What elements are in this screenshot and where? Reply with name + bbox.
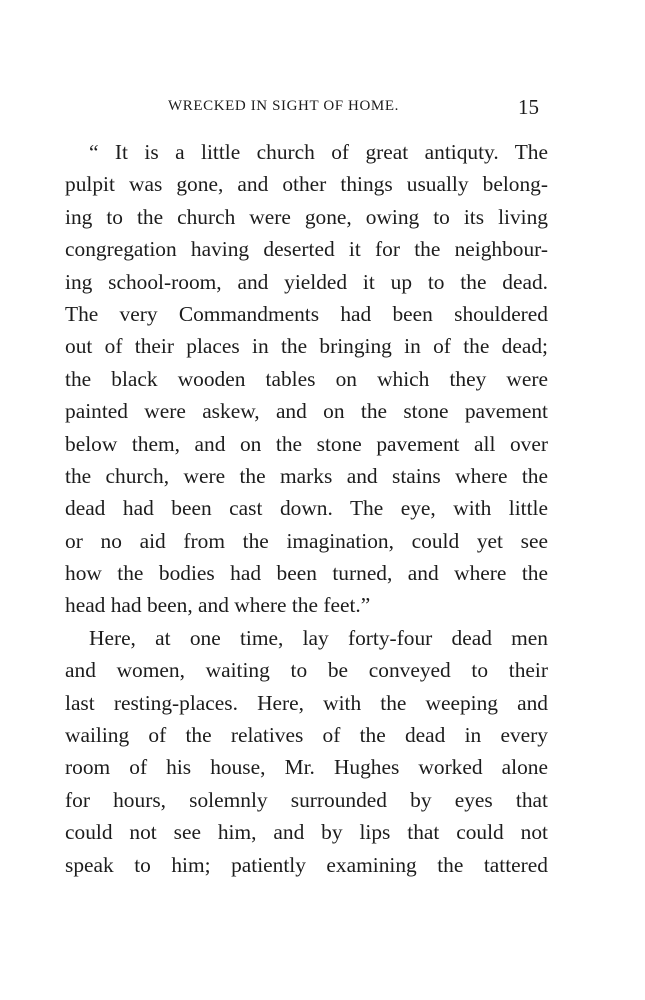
text-line: could not see him, and by lips that could not	[65, 820, 548, 845]
text-line: the church, were the marks and stains where the	[65, 463, 548, 488]
text-line: Here, at one time, lay forty-four dead men	[89, 625, 548, 650]
text-line: for hours, solemnly surrounded by eyes that	[65, 787, 548, 812]
paragraph-quotation	[65, 136, 548, 622]
text-line: room of his house, Mr. Hughes worked alone	[65, 755, 548, 780]
paragraph-narrative	[65, 622, 548, 881]
text-line: last resting-places. Here, with the weeping and	[65, 690, 548, 715]
text-line: ing school-room, and yielded it up to the dead.	[65, 269, 548, 294]
page-number: 15	[518, 95, 539, 119]
text-line: ing to the church were gone, owing to its living	[65, 204, 548, 229]
text-line: the black wooden tables on which they were	[65, 366, 548, 391]
text-line: below them, and on the stone pavement all over	[65, 431, 548, 456]
text-line: pulpit was gone, and other things usually belong-	[65, 172, 548, 197]
running-header	[0, 95, 645, 121]
text-line: out of their places in the bringing in of the dead;	[65, 334, 548, 359]
text-line: how the bodies had been turned, and where the	[65, 561, 548, 586]
text-line: head had been, and where the feet.”	[65, 593, 371, 618]
body-text	[65, 136, 548, 881]
text-line: The very Commandments had been shouldered	[65, 301, 548, 326]
text-line: congregation having deserted it for the neighbour-	[65, 237, 548, 262]
text-line: wailing of the relatives of the dead in every	[65, 723, 548, 748]
text-line: painted were askew, and on the stone pavement	[65, 399, 548, 424]
text-line: speak to him; patiently examining the tattered	[65, 852, 548, 877]
text-line: “ It is a little church of great antiquty. The	[89, 140, 548, 164]
running-title: WRECKED IN SIGHT OF HOME.	[168, 98, 399, 114]
text-line: dead had been cast down. The eye, with little	[65, 496, 548, 521]
text-line: or no aid from the imagination, could yet see	[65, 528, 548, 553]
text-line: and women, waiting to be conveyed to their	[65, 658, 548, 683]
